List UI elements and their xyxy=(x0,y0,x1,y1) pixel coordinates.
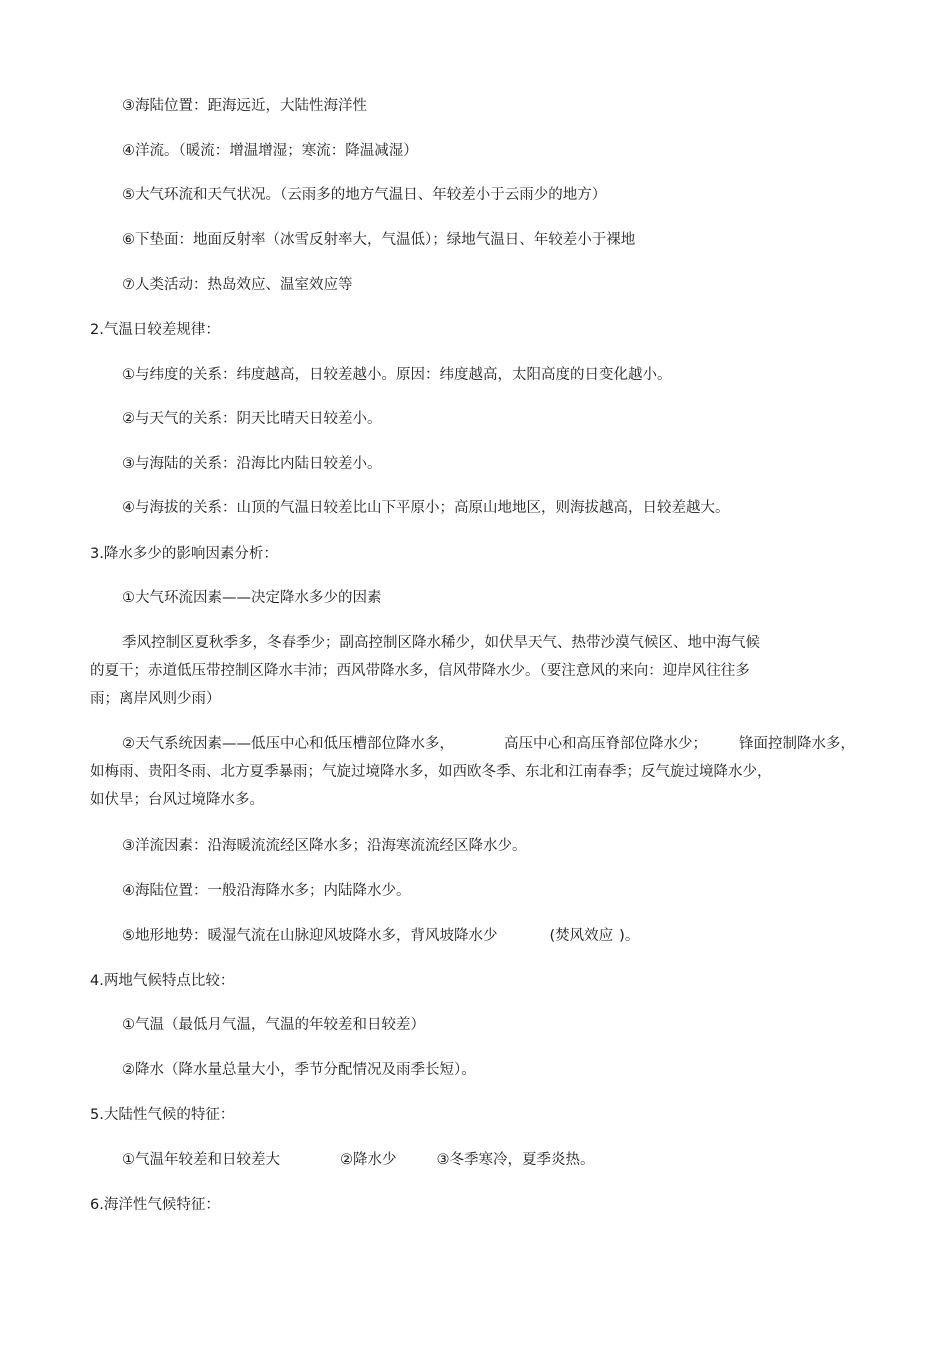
section-5-item: ③冬季寒冷，夏季炎热。 xyxy=(436,1152,595,1168)
section-5-heading: 5.大陆性气候的特征： xyxy=(90,1107,235,1123)
section-2-heading: 2.气温日较差规律： xyxy=(90,322,220,338)
section-3-item-5-part: ⑤地形地势：暖湿气流在山脉迎风坡降水多，背风坡降水少 xyxy=(122,928,498,944)
section-3-item-1: ①大气环流因素——决定降水多少的因素 xyxy=(122,590,382,606)
section-2-item-1: ①与纬度的关系：纬度越高，日较差越小。原因：纬度越高，太阳高度的日变化越小。 xyxy=(122,367,672,383)
section-3-item-5-part: )。 xyxy=(619,928,640,944)
section-3-item-3: ③洋流因素：沿海暖流流经区降水多；沿海寒流流经区降水少。 xyxy=(122,838,527,854)
section-4-item-1: ①气温（最低月气温，气温的年较差和日较差） xyxy=(122,1017,425,1033)
section-3-item-4: ④海陆位置：一般沿海降水多；内陆降水少。 xyxy=(122,883,411,899)
section-3-item-2-part: 高压中心和高压脊部位降水少； xyxy=(504,736,707,752)
section-3-item-2-line: 如伏旱；台风过境降水多。 xyxy=(90,792,264,808)
section-5-item: ②降水少 xyxy=(340,1152,397,1168)
section-3-paragraph-line: 雨；离岸风则少雨） xyxy=(90,691,221,707)
section-4-heading: 4.两地气候特点比较： xyxy=(90,973,235,989)
section-3-paragraph-line: 季风控制区夏秋季多，冬春季少；副高控制区降水稀少，如伏旱天气、热带沙漠气候区、地中海气候 xyxy=(122,635,760,651)
factor-item-5: ⑤大气环流和天气状况。（云雨多的地方气温日、年较差小于云雨少的地方） xyxy=(122,187,607,203)
section-3-item-5 xyxy=(122,926,639,946)
section-2-item-3: ③与海陆的关系：沿海比内陆日较差小。 xyxy=(122,456,382,472)
section-3-heading: 3.降水多少的影响因素分析： xyxy=(90,546,278,562)
section-5-items xyxy=(122,1150,595,1170)
section-5-item: ①气温年较差和日较差大 xyxy=(122,1152,280,1168)
section-6-heading: 6.海洋性气候特征： xyxy=(90,1197,220,1213)
section-3-item-5-part: (焚风效应 xyxy=(549,928,614,944)
section-4-item-2: ②降水（降水量总量大小，季节分配情况及雨季长短）。 xyxy=(122,1062,476,1078)
section-3-item-2-line xyxy=(122,734,855,754)
section-3-item-2-line: 如梅雨、贵阳冬雨、北方夏季暴雨；气旋过境降水多，如西欧冬季、东北和江南春季；反气旋过境降水少， xyxy=(90,764,772,780)
factor-item-4: ④洋流。（暖流：增温增湿；寒流：降温减湿） xyxy=(122,143,418,159)
factor-item-6: ⑥下垫面：地面反射率（冰雪反射率大，气温低）；绿地气温日、年较差小于裸地 xyxy=(122,232,636,248)
section-3-item-2-part: ②天气系统因素——低压中心和低压槽部位降水多， xyxy=(122,736,454,752)
section-2-item-2: ②与天气的关系：阴天比晴天日较差小。 xyxy=(122,411,382,427)
section-2-item-4: ④与海拔的关系：山顶的气温日较差比山下平原小；高原山地地区，则海拔越高，日较差越大。 xyxy=(122,500,730,516)
factor-item-7: ⑦人类活动：热岛效应、温室效应等 xyxy=(122,277,353,293)
factor-item-3: ③海陆位置：距海远近，大陆性海洋性 xyxy=(122,98,367,114)
section-3-item-2-part: 锋面控制降水多， xyxy=(739,736,855,752)
section-3-paragraph-line: 的夏干；赤道低压带控制区降水丰沛；西风带降水多，信风带降水少。（要注意风的来向：迎岸风往往多 xyxy=(90,663,750,679)
